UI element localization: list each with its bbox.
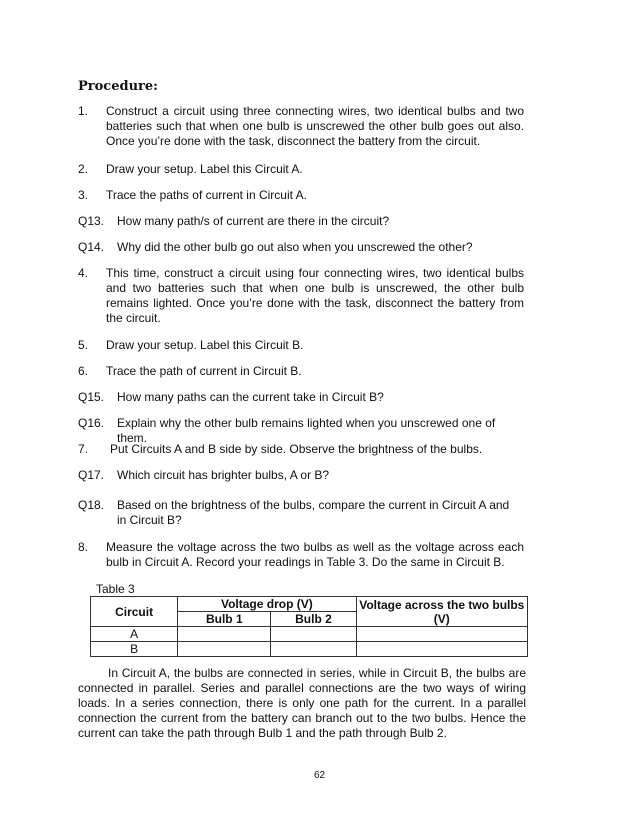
table-row — [91, 642, 528, 657]
table-cell — [178, 642, 271, 657]
step-8-text: Measure the voltage across the two bulbs as well as the voltage across each bulb in Circuit A. Record your readings in Table 3. Do the same in Circuit B. — [106, 540, 524, 569]
table-cell — [356, 627, 527, 642]
q18-number: Q18. — [78, 498, 105, 512]
step-2-text: Draw your setup. Label this Circuit A. — [106, 162, 303, 176]
table-cell — [178, 627, 271, 642]
step-7-number: 7. — [78, 442, 89, 456]
header-bulb-1: Bulb 1 — [178, 612, 271, 627]
table-row — [91, 627, 528, 642]
q15-text: How many paths can the current take in Circuit B? — [117, 390, 384, 404]
q16-number: Q16. — [78, 416, 105, 430]
step-8-number: 8. — [78, 540, 89, 554]
explanation-paragraph: In Circuit A, the bulbs are connected in series, while in Circuit B, the bulbs are connected in parallel. Series and parallel connections are the two ways of wiring loads. In a series connection, there is only one path for the current. In a parallel connection the current from the battery can branch out to the two bulbs. Hence the current can take the path through Bulb 1 and the path through Bulb 2. — [78, 666, 526, 740]
q16-text: Explain why the other bulb remains lighted when you unscrewed one of them. — [117, 416, 496, 445]
step-1-number: 1. — [78, 104, 89, 118]
row-label: B — [91, 642, 178, 657]
header-voltage-drop: Voltage drop (V) — [178, 597, 356, 612]
table-cell — [271, 627, 356, 642]
step-6-text: Trace the path of current in Circuit B. — [106, 364, 302, 378]
step-4-number: 4. — [78, 266, 89, 280]
step-3-text: Trace the paths of current in Circuit A. — [106, 188, 307, 202]
step-7-text: Put Circuits A and B side by side. Observe the brightness of the bulbs. — [110, 442, 483, 456]
q17-number: Q17. — [78, 468, 105, 482]
voltage-table — [90, 596, 528, 657]
table-cell — [271, 642, 356, 657]
q13-text: How many path/s of current are there in the circuit? — [117, 214, 390, 228]
header-bulb-2: Bulb 2 — [271, 612, 356, 627]
step-2-number: 2. — [78, 162, 89, 176]
step-6-number: 6. — [78, 364, 89, 378]
step-5-number: 5. — [78, 338, 89, 352]
header-circuit: Circuit — [91, 597, 178, 627]
step-3-number: 3. — [78, 188, 89, 202]
step-5-text: Draw your setup. Label this Circuit B. — [106, 338, 304, 352]
page-number: 62 — [313, 770, 326, 781]
table-cell — [356, 642, 527, 657]
row-label: A — [91, 627, 178, 642]
header-voltage-across: Voltage across the two bulbs (V) — [356, 597, 527, 627]
q15-number: Q15. — [78, 390, 105, 404]
table-title: Table 3 — [96, 582, 135, 596]
procedure-heading: Procedure: — [78, 79, 158, 94]
q17-text: Which circuit has brighter bulbs, A or B? — [117, 468, 330, 482]
q13-number: Q13. — [78, 214, 105, 228]
q14-text: Why did the other bulb go out also when you unscrewed the other? — [117, 240, 473, 254]
step-4-text: This time, construct a circuit using four connecting wires, two identical bulbs and two batteries such that when one bulb is unscrewed, the other bulb remains lighted. Once you’re done with the task, disconnect the battery from the circuit. — [106, 266, 524, 325]
q18-text: Based on the brightness of the bulbs, compare the current in Circuit A and in Circuit B? — [117, 498, 510, 527]
q14-number: Q14. — [78, 240, 105, 254]
step-1-text: Construct a circuit using three connecting wires, two identical bulbs and two batteries such that when one bulb is unscrewed the other bulb goes out also. Once you’re done with the task, disconnect the battery from the circuit. — [106, 104, 524, 148]
